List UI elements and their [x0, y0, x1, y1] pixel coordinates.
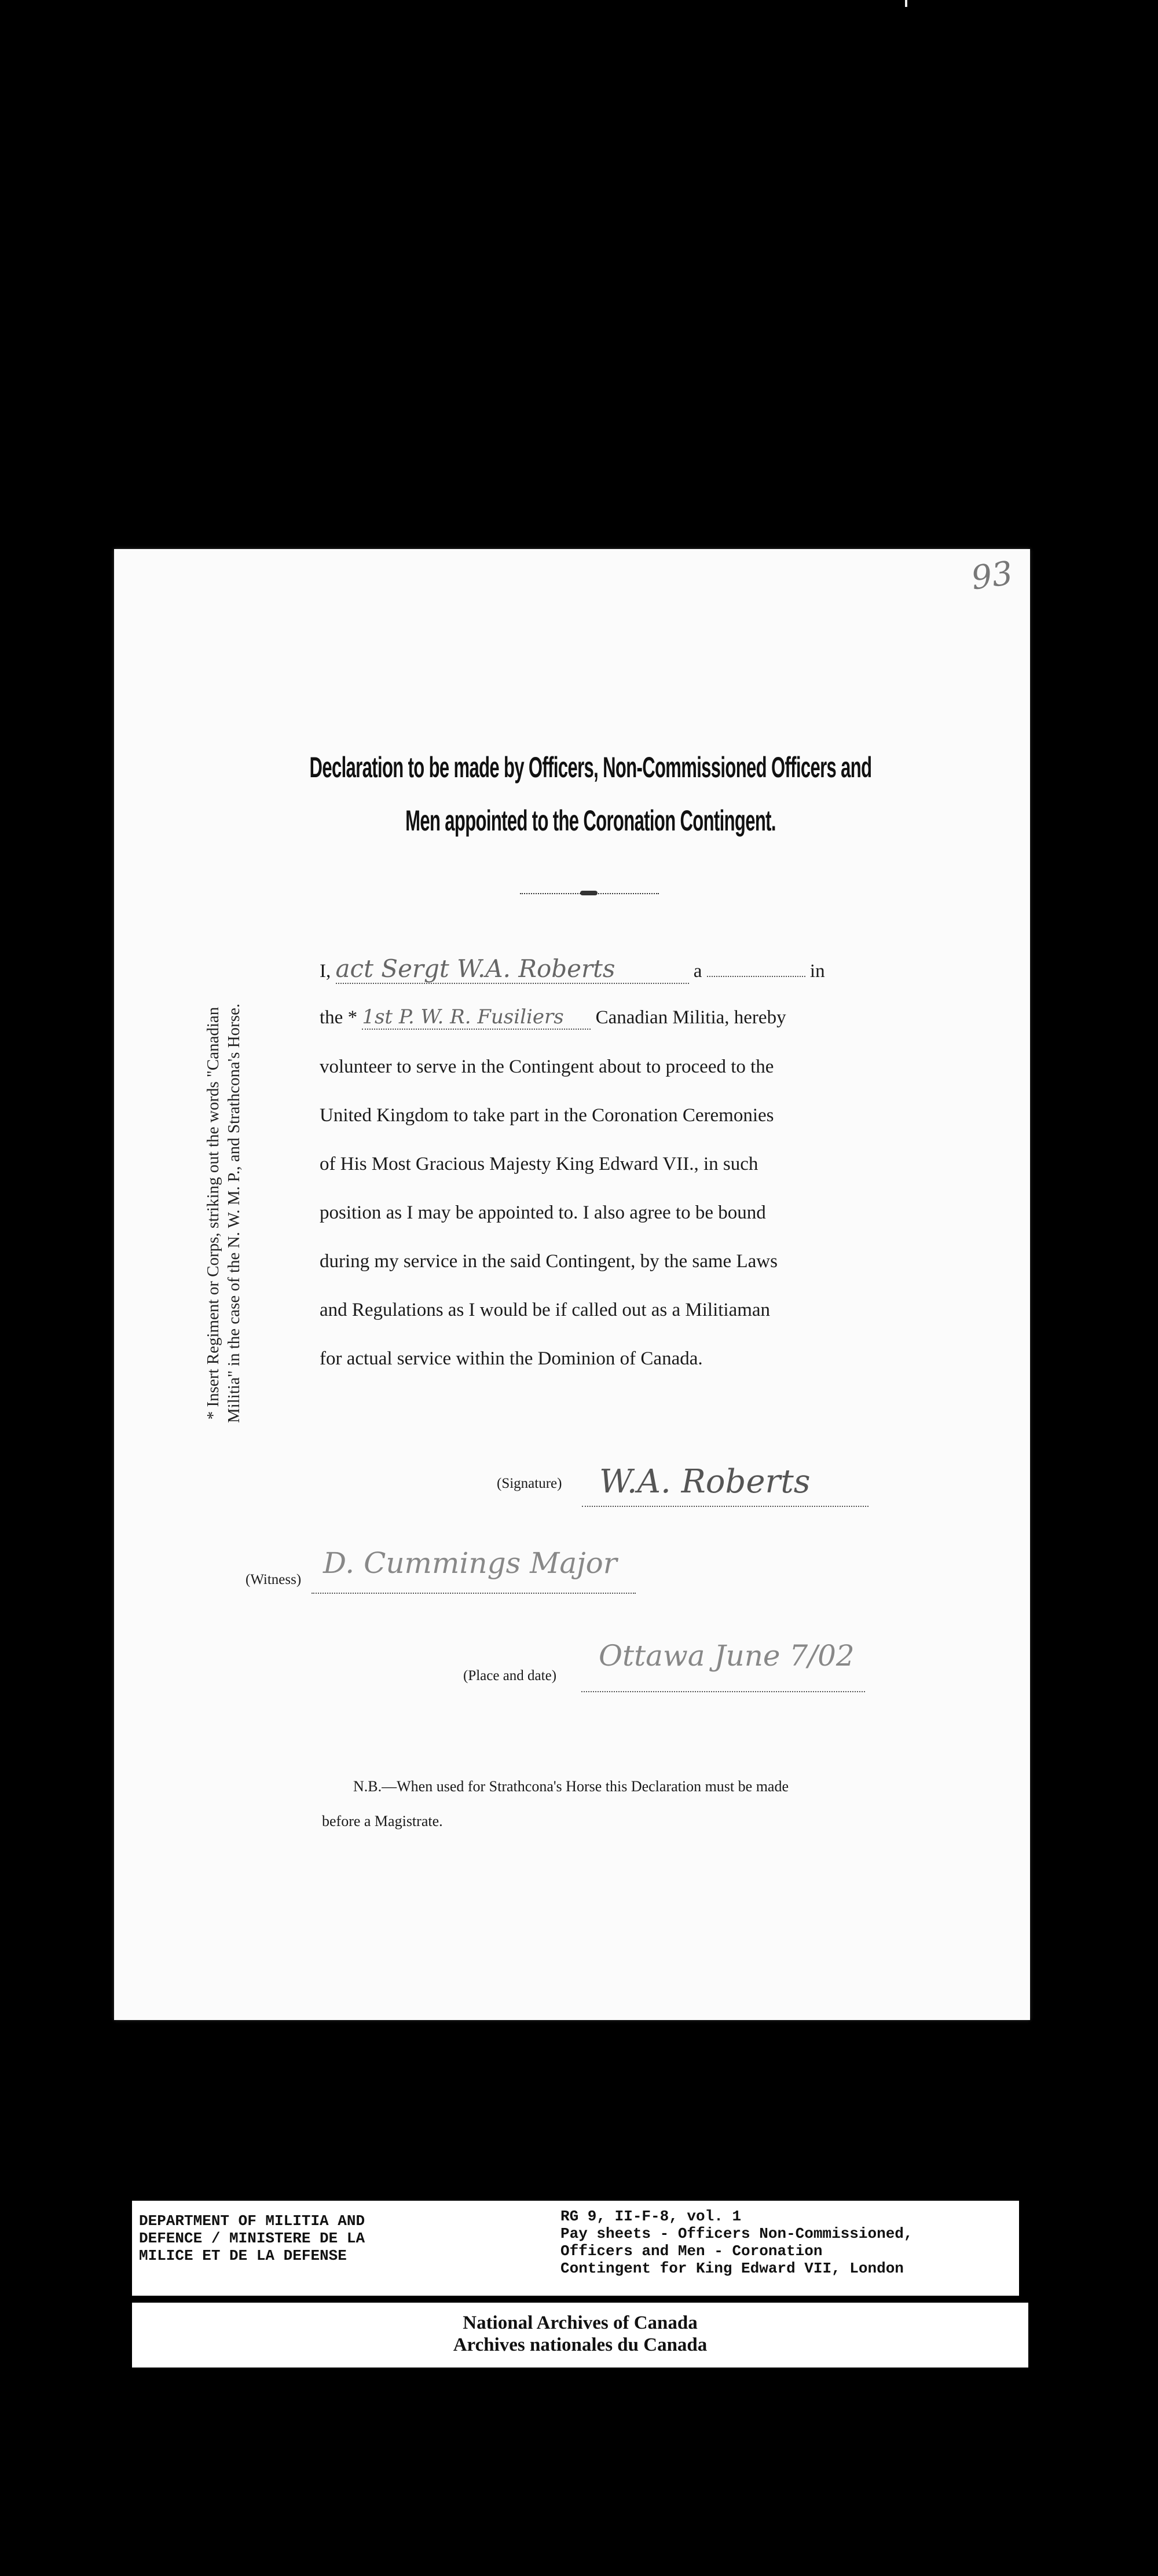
form-title-line-2: Men appointed to the Coronation Contingent. [405, 804, 776, 837]
archival-reference-strip [132, 2201, 1019, 2296]
reference-line: Officers and Men - Coronation [560, 2242, 823, 2260]
insert-marker: * [347, 1007, 358, 1028]
rank-field [707, 976, 805, 977]
rank-prefix: a [693, 961, 702, 982]
archives-label [132, 2303, 1028, 2368]
place-date-label: (Place and date) [463, 1668, 557, 1684]
department-name [139, 2212, 486, 2264]
signature-label: (Signature) [497, 1476, 562, 1491]
page-number: 93 [969, 554, 1016, 598]
place-date-handwritten: Ottawa June 7/02 [599, 1639, 855, 1673]
declaration-line-3: volunteer to serve in the Contingent about to proceed to the [320, 1056, 774, 1077]
declaration-line-9: for actual service within the Dominion of Canada. [320, 1348, 703, 1369]
witness-line [312, 1546, 636, 1594]
archives-name-en: National Archives of Canada [463, 2312, 698, 2333]
declaration-line-2 [320, 1005, 864, 1030]
reference-line: Contingent for King Edward VII, London [560, 2260, 904, 2277]
reference-line: Pay sheets - Officers Non-Commissioned, [560, 2225, 913, 2242]
name-handwritten: act Sergt W.A. Roberts [335, 954, 615, 983]
reference-line: RG 9, II-F-8, vol. 1 [560, 2208, 742, 2225]
witness-label: (Witness) [245, 1572, 302, 1587]
archives-name-fr: Archives nationales du Canada [453, 2334, 708, 2355]
in-word: in [809, 961, 825, 982]
department-line: DEPARTMENT OF MILITIA AND [139, 2212, 365, 2230]
declaration-line-7: during my service in the said Contingent, by the same Laws [320, 1251, 778, 1272]
declaration-line-4: United Kingdom to take part in the Coronation Ceremonies [320, 1105, 774, 1126]
declaration-lead: I, [320, 961, 331, 982]
declaration-line-2-text: Canadian Militia, hereby [595, 1007, 786, 1028]
ornament-divider [520, 893, 659, 898]
name-field [336, 954, 689, 984]
nb-line-2: before a Magistrate. [322, 1813, 443, 1829]
department-line: MILICE ET DE LA DEFENSE [139, 2247, 347, 2264]
record-group-reference [560, 2208, 1024, 2277]
department-line: DEFENCE / MINISTERE DE LA [139, 2230, 365, 2247]
unit-handwritten: 1st P. W. R. Fusiliers [362, 1005, 564, 1029]
declaration-line-8: and Regulations as I would be if called out as a Militiaman [320, 1300, 771, 1320]
declaration-line-5: of His Most Gracious Majesty King Edward VII., in such [320, 1154, 758, 1174]
scan-artifact [905, 0, 907, 7]
signature-handwritten: W.A. Roberts [599, 1463, 811, 1501]
signature-line [582, 1463, 868, 1507]
declaration-line-6: position as I may be appointed to. I also agree to be bound [320, 1202, 766, 1223]
the-word: the [320, 1007, 343, 1028]
form-title-line-1: Declaration to be made by Officers, Non-Commissioned Officers and [309, 751, 872, 784]
side-note: * Insert Regiment or Corps, striking out the words "Canadian Militia" in the case of the N. W. M. P., and Strathcona's Horse. [204, 1003, 243, 1424]
unit-field [362, 1005, 591, 1030]
witness-handwritten: D. Cummings Major [323, 1546, 617, 1580]
declaration-line-1 [320, 954, 864, 984]
place-date-line [581, 1639, 865, 1692]
nb-line-1: N.B.—When used for Strathcona's Horse this Declaration must be made [353, 1778, 789, 1795]
